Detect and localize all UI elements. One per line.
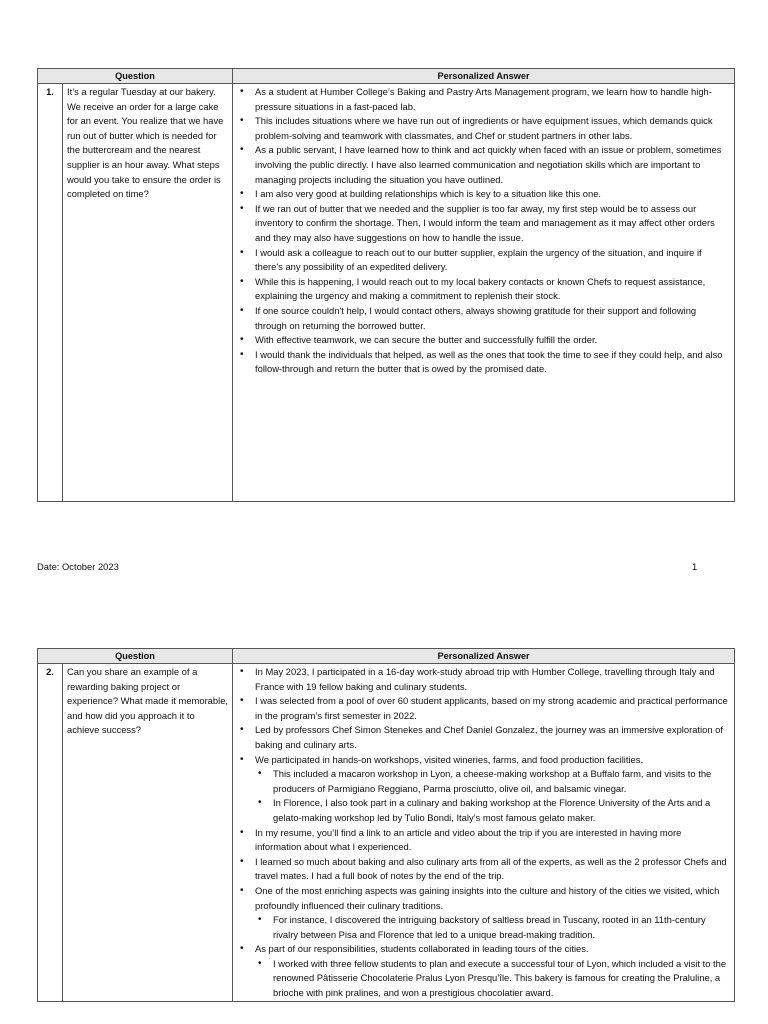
answer-sub-bullet: • This included a macaron workshop in Lyon, a cheese-making workshop at a Buffalo farm, and visits to the producers of Parmigiano Reggiano, Parma prosciutto, olive oil, and balsamic vinegar. [255,767,730,796]
answer-bullet: • If we ran out of butter that we needed and the supplier is too far away, my first step would be to assess our inventory to confirm the shortage. Then, I would inform the team and management as it may affect other orders and they may also have suggestions on how to handle the issue. [237,202,730,246]
answer-bullet: • I would ask a colleague to reach out to our butter supplier, explain the urgency of the situation, and inquire if there's any possibility of an expedited delivery. [237,246,730,275]
qa-table-2 [37,648,735,1002]
answer-sublist [255,957,730,1001]
answer-bullet [237,942,730,1000]
answer-sub-bullet: • In Florence, I also took part in a culinary and baking workshop at the Florence University of the Arts and a gelato-making workshop led by Tulio Bondi, Italy’s most famous gelato maker. [255,796,730,825]
answer-bullet: • This includes situations where we have run out of ingredients or have equipment issues, which demands quick problem-solving and teamwork with classmates, and Chef or student partners in other labs. [237,114,730,143]
answer-bullet: • I was selected from a pool of over 60 student applicants, based on my strong academic and practical performance in the program’s first semester in 2022. [237,694,730,723]
answer-list [237,665,730,1001]
answer-bullet [237,884,730,942]
answer-header: Personalized Answer [233,649,735,664]
table-row [38,664,735,1002]
answer-bullet: • With effective teamwork, we can secure the butter and successfully fulfill the order. [237,333,730,348]
table-header-row [38,649,735,664]
answer-bullet: • As a student at Humber College’s Baking and Pastry Arts Management program, we learn how to handle high-pressure situations in a fast-paced lab. [237,85,730,114]
answer-cell [233,84,735,502]
answer-bullet-text: As part of our responsibilities, students collaborated in leading tours of the cities. [255,943,589,955]
question-text: It’s a regular Tuesday at our bakery. We receive an order for a large cake for an event. You realize that we have run out of butter which is needed for the buttercream and the nearest supplier is an hour away. What steps would you take to ensure the order is completed on time? [63,84,233,502]
answer-bullet-text: We participated in hands-on workshops, visited wineries, farms, and food production facilities. [255,753,644,765]
answer-bullet-text: One of the most enriching aspects was gaining insights into the culture and history of the cities we visited, which profoundly influenced their culinary traditions. [255,884,720,911]
answer-bullet [237,753,730,826]
answer-bullet: • In my resume, you’ll find a link to an article and video about the trip if you are interested in having more information about what I experienced. [237,826,730,855]
answer-header: Personalized Answer [233,69,735,84]
question-text: Can you share an example of a rewarding baking project or experience? What made it memorable, and how did you approach it to achieve success? [63,664,233,1002]
answer-cell [233,664,735,1002]
answer-bullet: • In May 2023, I participated in a 16-day work-study abroad trip with Humber College, travelling through Italy and France with 19 fellow baking and culinary students. [237,665,730,694]
answer-list [237,85,730,377]
footer-date: Date: October 2023 [37,561,119,572]
answer-bullet: • If one source couldn't help, I would contact others, always showing gratitude for their support and following through on returning the borrowed butter. [237,304,730,333]
answer-sublist [255,913,730,942]
question-header: Question [38,649,233,664]
page-number: 1 [692,561,698,572]
table-header-row [38,69,735,84]
answer-bullet: • I would thank the individuals that helped, as well as the ones that took the time to see if they could help, and also follow-through and return the butter that is owed by the promised date. [237,348,730,377]
question-number: 2. [38,664,63,1002]
answer-sub-bullet: • For instance, I discovered the intriguing backstory of saltless bread in Tuscany, rooted in an 11th-century rivalry between Pisa and Florence that led to a unique bread-making tradition. [255,913,730,942]
answer-bullet: • I am also very good at building relationships which is key to a situation like this one. [237,187,730,202]
question-number: 1. [38,84,63,502]
answer-sublist [255,767,730,825]
question-header: Question [38,69,233,84]
table-row [38,84,735,502]
answer-bullet: • I learned so much about baking and also culinary arts from all of the experts, as well as the 2 professor Chefs and travel mates. I had a full book of notes by the end of the trip. [237,855,730,884]
answer-bullet: • As a public servant, I have learned how to think and act quickly when faced with an issue or problem, sometimes involving the public directly. I have also learned communication and negotiation skills which are important to managing projects including the situation you have outlined. [237,143,730,187]
qa-table-1 [37,68,735,502]
answer-sub-bullet: • I worked with three fellow students to plan and execute a successful tour of Lyon, which included a visit to the renowned Pâtisserie Chocolaterie Pralus Lyon Presqu’île. This bakery is famous for creating the Praluline, a brioche with pink pralines, and won a prestigious chocolatier award. [255,957,730,1001]
answer-bullet: • While this is happening, I would reach out to my local bakery contacts or known Chefs to request assistance, explaining the urgency and making a commitment to replenish their stock. [237,275,730,304]
answer-bullet: • Led by professors Chef Simon Stenekes and Chef Daniel Gonzalez, the journey was an immersive exploration of baking and culinary arts. [237,723,730,752]
